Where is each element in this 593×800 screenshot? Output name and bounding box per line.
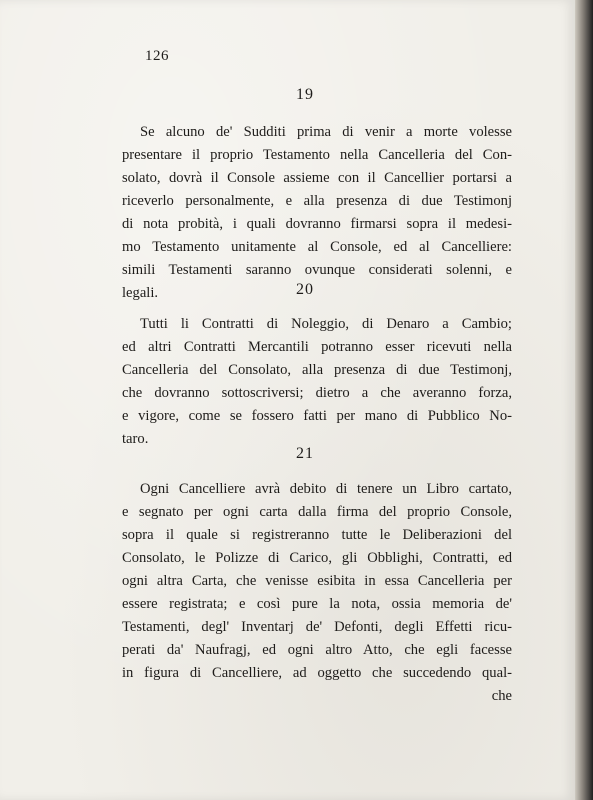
text-line: e segnato per ogni carta dalla firma del proprio Console, bbox=[122, 504, 512, 520]
paragraph-19 bbox=[122, 121, 512, 305]
text-line: di nota probità, i quali dovranno firmarsi sopra il medesi- bbox=[122, 216, 512, 232]
text-line: Se alcuno de' Sudditi prima di venir a morte volesse bbox=[140, 124, 512, 140]
text-line: riceverlo personalmente, e alla presenza di due Testimonj bbox=[122, 193, 512, 209]
text-line: Consolato, le Polizze di Carico, gli Obblighi, Contratti, ed bbox=[122, 550, 512, 566]
text-line: taro. bbox=[122, 431, 149, 447]
paragraph-21 bbox=[122, 478, 512, 708]
text-line: ogni altra Carta, che venisse esibita in essa Cancelleria per bbox=[122, 573, 512, 589]
text-line: mo Testamento unitamente al Console, ed al Cancelliere: bbox=[122, 239, 512, 255]
section-number-21: 21 bbox=[296, 445, 314, 462]
text-line: solato, dovrà il Console assieme con il Cancellier portarsi a bbox=[122, 170, 512, 186]
paragraph-20 bbox=[122, 313, 512, 451]
text-line: Cancelleria del Consolato, alla presenza di due Testimonj, bbox=[122, 362, 512, 378]
text-line: legali. bbox=[122, 285, 159, 301]
text-line: che dovranno sottoscriversi; dietro a che averanno forza, bbox=[122, 385, 512, 401]
page-number: 126 bbox=[145, 48, 169, 64]
page-edge-shadow bbox=[575, 0, 593, 800]
text-line: sopra il quale si registreranno tutte le Deliberazioni del bbox=[122, 527, 512, 543]
text-line: Ogni Cancelliere avrà debito di tenere un Libro cartato, bbox=[140, 481, 512, 497]
section-number-19: 19 bbox=[296, 86, 314, 103]
text-line: Tutti li Contratti di Noleggio, di Denaro a Cambio; bbox=[140, 316, 512, 332]
catchword: che bbox=[491, 688, 512, 704]
text-line: ed altri Contratti Mercantili potranno esser ricevuti nella bbox=[122, 339, 512, 355]
text-line: Testamenti, degl' Inventarj de' Defonti, degli Effetti ricu- bbox=[122, 619, 512, 635]
section-number-20: 20 bbox=[296, 281, 314, 298]
text-line: e vigore, come se fossero fatti per mano di Pubblico No- bbox=[122, 408, 512, 424]
text-line: simili Testamenti saranno ovunque considerati solenni, e bbox=[122, 262, 512, 278]
text-line: presentare il proprio Testamento nella Cancelleria del Con- bbox=[122, 147, 512, 163]
text-line: essere registrata; e così pure la nota, ossia memoria de' bbox=[122, 596, 512, 612]
text-line: in figura di Cancelliere, ad oggetto che succedendo qual- bbox=[122, 665, 512, 681]
text-line: perati da' Naufragj, ed ogni altro Atto, che egli facesse bbox=[122, 642, 512, 658]
